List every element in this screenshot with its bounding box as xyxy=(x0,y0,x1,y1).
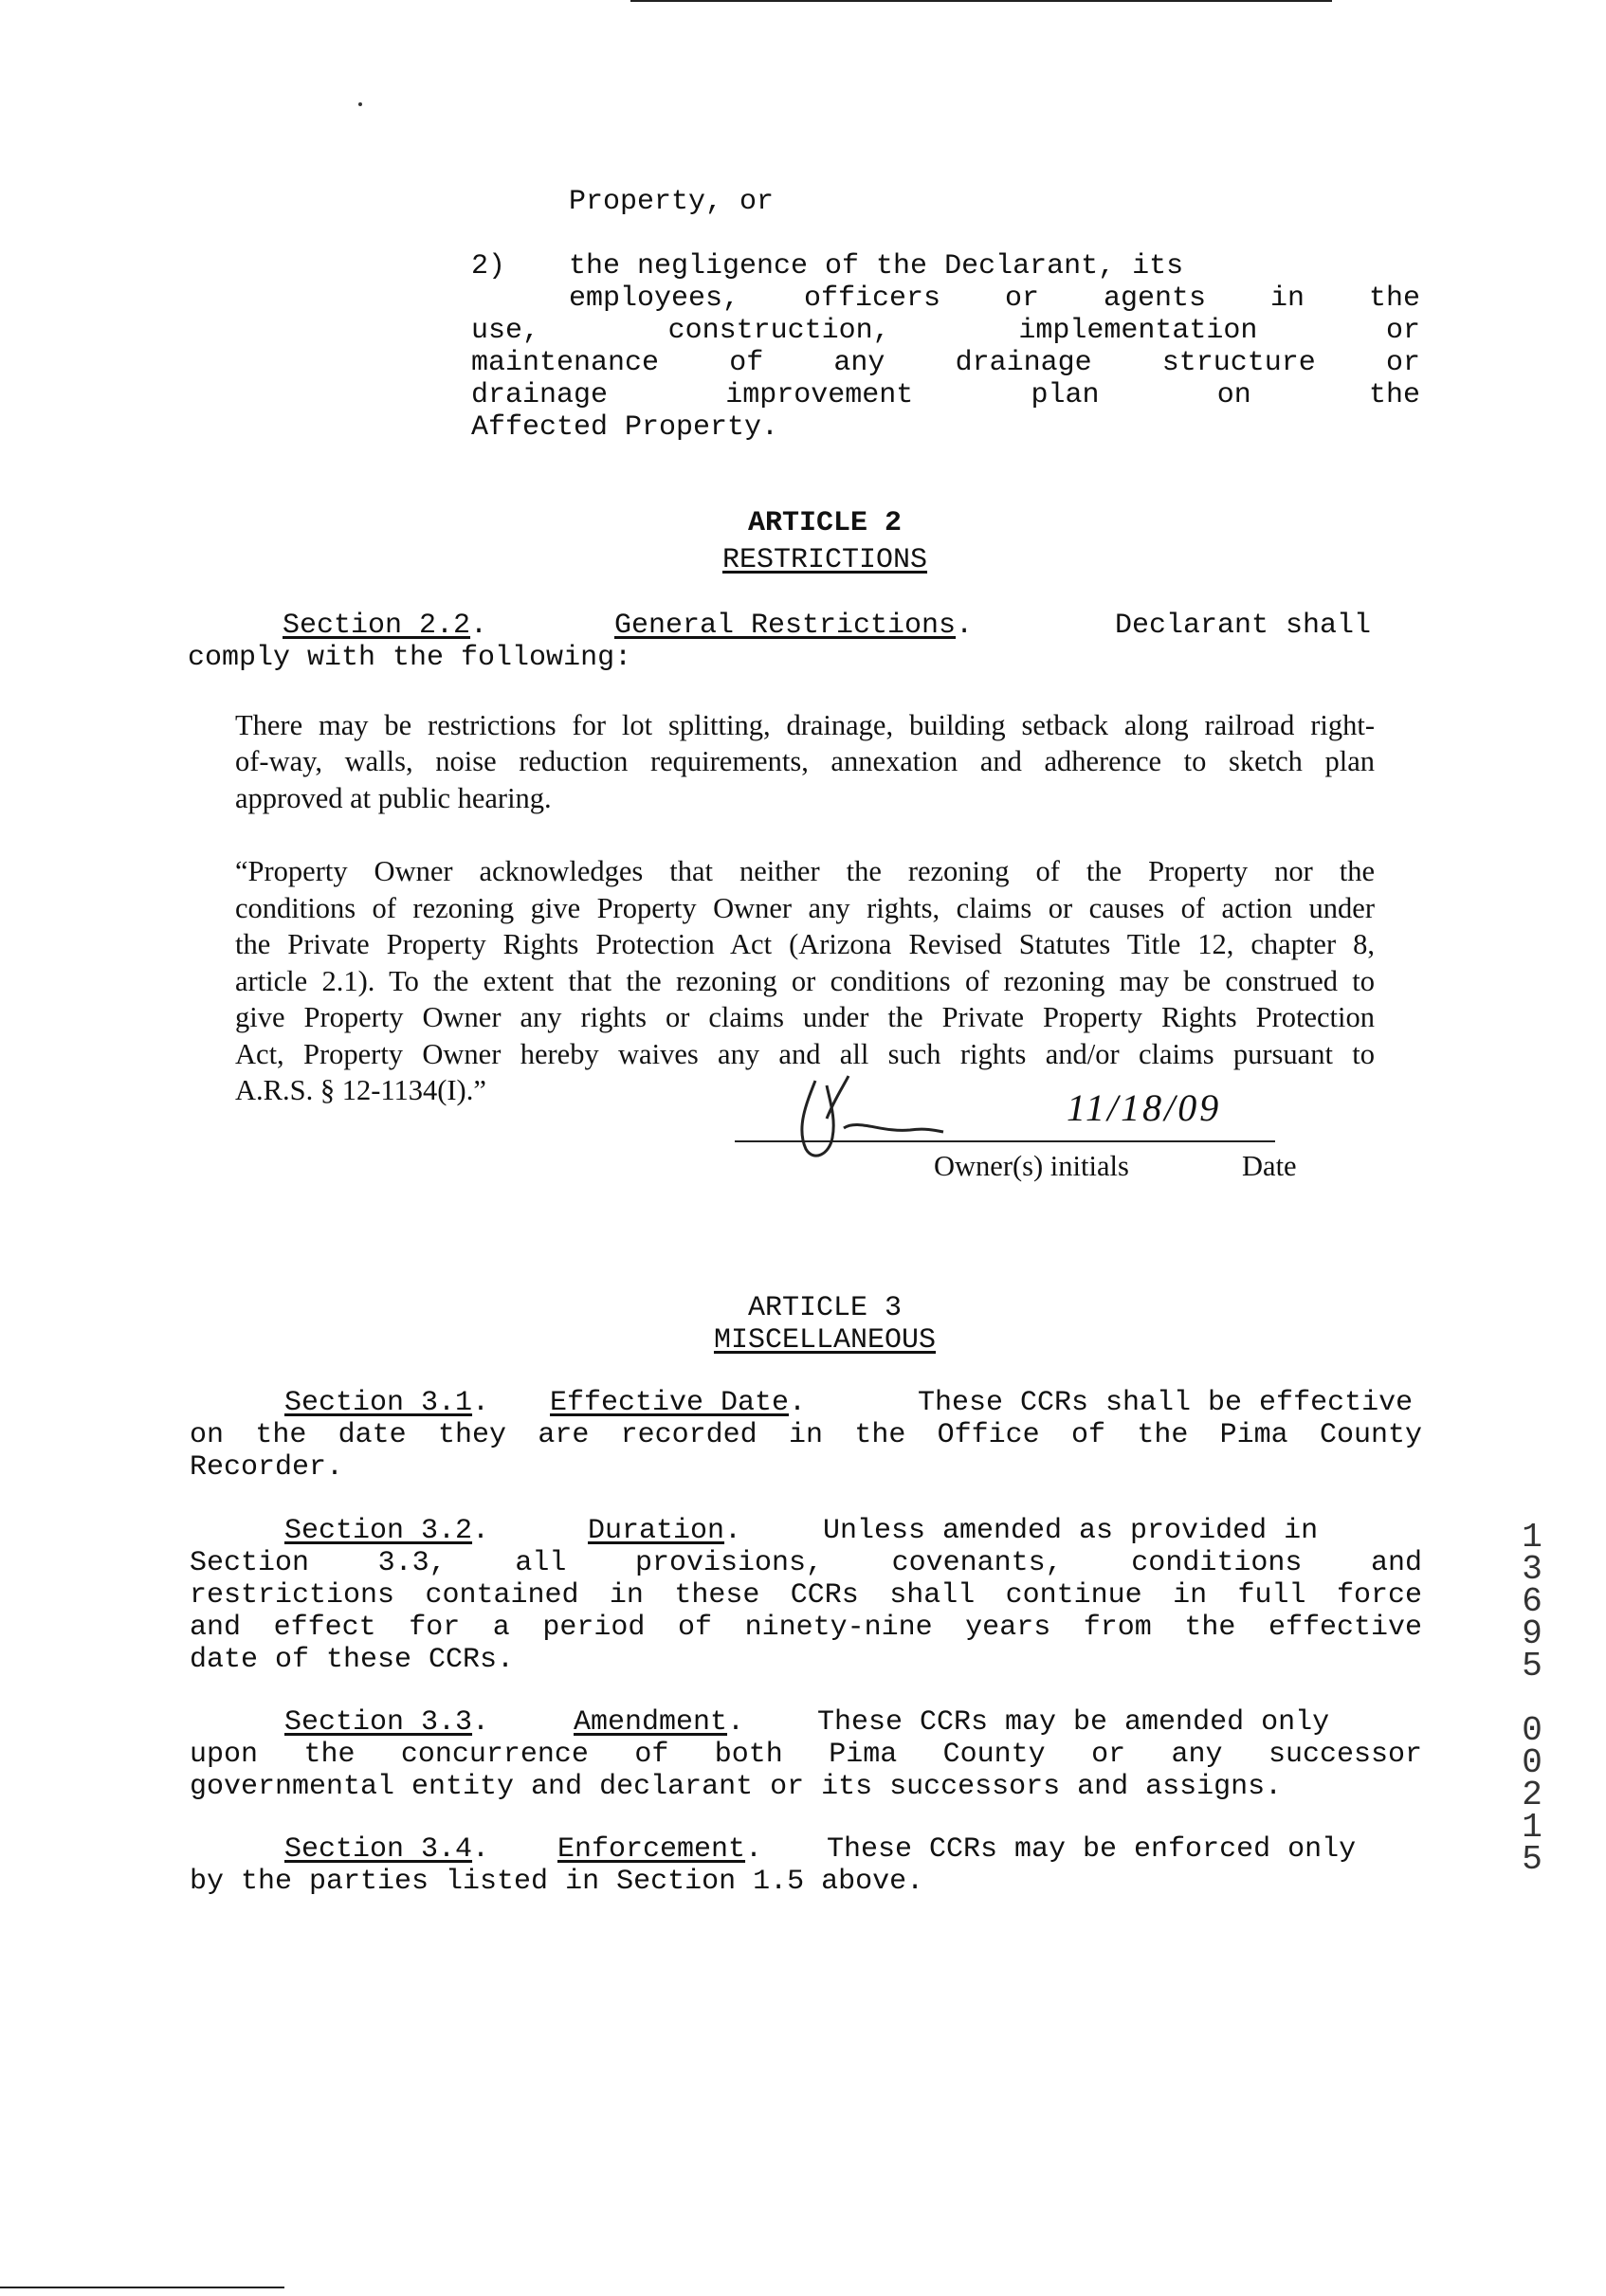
section-3-4-line: by the parties listed in Section 1.5 above. xyxy=(190,1866,924,1898)
section-2-2-title: General Restrictions. xyxy=(614,610,974,642)
waiver-para-line: article 2.1). To the extent that the rezoning or conditions of rezoning may be construed to xyxy=(235,965,1375,997)
waiver-para-line: conditions of rezoning give Property Owner any rights, claims or causes of action under xyxy=(235,892,1375,924)
section-2-2-text: Declarant shall xyxy=(1115,610,1372,642)
article-3-subheading xyxy=(569,1324,1081,1357)
restrictions-para-line: of-way, walls, noise reduction requirements, annexation and adherence to sketch plan xyxy=(235,745,1375,777)
waiver-para-line: A.R.S. § 12-1134(I).” xyxy=(235,1074,486,1106)
waiver-para-line: Act, Property Owner hereby waives any and all such rights and/or claims pursuant to xyxy=(235,1038,1375,1070)
stamp-digit: 2 xyxy=(1522,1776,1542,1814)
item-number: 2) xyxy=(471,250,506,282)
section-3-1-line: Recorder. xyxy=(190,1451,344,1484)
stamp-digit: 6 xyxy=(1522,1582,1542,1621)
stamp-digit: 3 xyxy=(1522,1550,1542,1589)
bottom-scan-edge xyxy=(0,2287,284,2288)
section-3-3-title: Amendment. xyxy=(574,1706,745,1739)
restrictions-title: RESTRICTIONS xyxy=(721,544,928,576)
section-2-2-label: Section 2.2. xyxy=(283,610,488,642)
section-3-3-first: These CCRs may be amended only xyxy=(817,1706,1330,1739)
item-line: the negligence of the Declarant, its xyxy=(569,250,1184,282)
section-3-2-line: and effect for a period of ninety-nine years from the effective xyxy=(190,1612,1422,1644)
restrictions-para-line: approved at public hearing. xyxy=(235,782,552,814)
section-3-4-title: Enforcement. xyxy=(557,1833,763,1866)
stamp-digit: 1 xyxy=(1522,1518,1542,1557)
section-3-2-line: restrictions contained in these CCRs shall continue in full force xyxy=(190,1579,1422,1612)
section-3-4-first: These CCRs may be enforced only xyxy=(827,1833,1357,1866)
item-line: use, construction, implementation or xyxy=(471,315,1420,347)
handwritten-date: 11/18/09 xyxy=(1067,1086,1222,1129)
article-2-heading: ARTICLE 2 xyxy=(747,507,903,539)
waiver-para-line: the Private Property Rights Protection Act (Arizona Revised Statutes Title 12, chapter 8, xyxy=(235,928,1375,960)
article-2-subheading xyxy=(569,544,1081,576)
stamp-digit: 0 xyxy=(1522,1743,1542,1782)
top-scan-edge xyxy=(630,0,1332,2)
section-3-2-label: Section 3.2. xyxy=(284,1515,490,1547)
item-line: Affected Property. xyxy=(471,411,779,444)
waiver-para-line: give Property Owner any rights or claims under the Private Property Rights Protection xyxy=(235,1001,1375,1033)
scan-speck xyxy=(358,102,362,106)
continuation-line: Property, or xyxy=(569,186,775,218)
section-3-1-first: These CCRs shall be effective xyxy=(918,1387,1414,1419)
stamp-gap xyxy=(1513,1683,1551,1715)
restrictions-para-line: There may be restrictions for lot splitting, drainage, building setback along railroad right- xyxy=(235,709,1375,741)
section-3-2-title: Duration. xyxy=(588,1515,742,1547)
section-3-1-line: on the date they are recorded in the Office of the Pima County xyxy=(190,1419,1422,1451)
section-3-3-line: governmental entity and declarant or its successors and assigns. xyxy=(190,1771,1283,1803)
initials-label: Owner(s) initials xyxy=(934,1150,1129,1182)
miscellaneous-title: MISCELLANEOUS xyxy=(713,1324,937,1357)
item-line: drainage improvement plan on the xyxy=(471,379,1420,411)
section-3-3-line: upon the concurrence of both Pima County or any successor xyxy=(190,1739,1422,1771)
recording-stamp xyxy=(1513,1518,1551,1879)
stamp-digit: 9 xyxy=(1522,1614,1542,1653)
stamp-digit: 5 xyxy=(1522,1647,1542,1686)
section-3-2-line: date of these CCRs. xyxy=(190,1644,515,1676)
date-label: Date xyxy=(1242,1150,1297,1182)
item-line: employees, officers or agents in the xyxy=(569,282,1420,315)
waiver-para-line: “Property Owner acknowledges that neither the rezoning of the Property nor the xyxy=(235,855,1375,887)
section-3-1-label: Section 3.1. xyxy=(284,1387,490,1419)
section-3-4-label: Section 3.4. xyxy=(284,1833,490,1866)
item-line: maintenance of any drainage structure or xyxy=(471,347,1420,379)
article-3-heading: ARTICLE 3 xyxy=(747,1292,903,1324)
section-3-3-label: Section 3.3. xyxy=(284,1706,490,1739)
section-3-2-first: Unless amended as provided in xyxy=(823,1515,1319,1547)
section-3-2-line: Section 3.3, all provisions, covenants, conditions and xyxy=(190,1547,1422,1579)
section-2-2-cont: comply with the following: xyxy=(188,642,632,674)
section-3-1-title: Effective Date. xyxy=(550,1387,807,1419)
stamp-digit: 0 xyxy=(1522,1711,1542,1750)
stamp-digit: 5 xyxy=(1522,1840,1542,1879)
stamp-digit: 1 xyxy=(1522,1808,1542,1847)
